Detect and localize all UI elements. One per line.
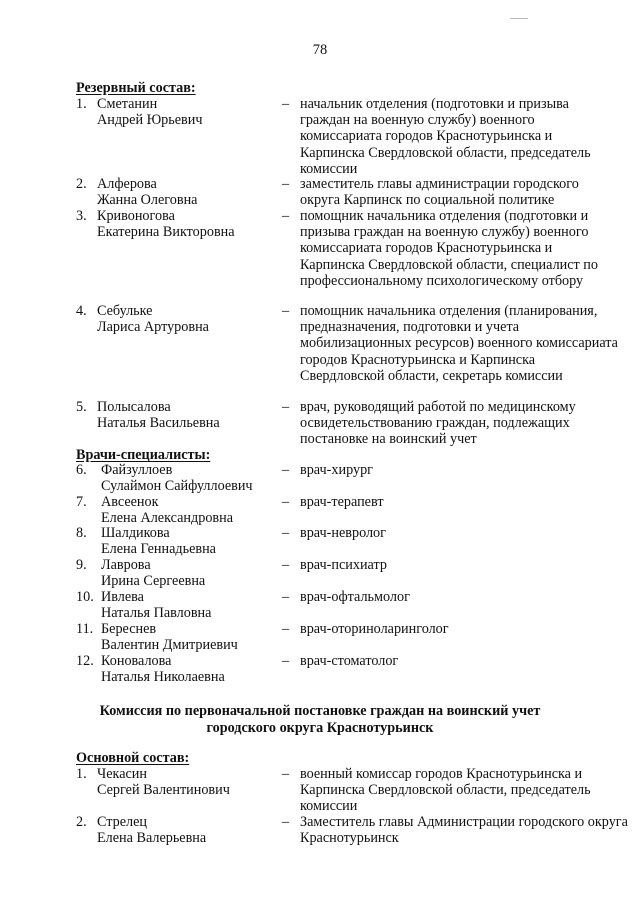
member-role: врач-хирург <box>300 462 373 478</box>
member-role: помощник начальника отделения (планирования, предназначения, подготовки и учета мобилизационных ресурсов) военного комиссариата городов Краснотурьинска и Карпинска Свердловской области, секретарь комиссии <box>300 303 618 384</box>
member-name: Сметанин Андрей Юрьевич <box>97 96 203 129</box>
member-name: Файзуллоев Сулаймон Сайфуллоевич <box>101 462 253 495</box>
member-name: Чекасин Сергей Валентинович <box>97 766 230 799</box>
member-role: врач-оториноларинголог <box>300 621 449 637</box>
member-number: 8. <box>76 525 87 541</box>
dash: – <box>282 399 290 415</box>
dash: – <box>282 303 290 319</box>
dash: – <box>282 766 290 782</box>
member-number: 11. <box>76 621 94 637</box>
member-role: начальник отделения (подготовки и призыва граждан на военную службу) военного комиссариата городов Краснотурьинска и Карпинска Свердловской области, председатель комиссии <box>300 96 591 177</box>
member-number: 2. <box>76 176 87 192</box>
member-name: Шалдикова Елена Геннадьевна <box>101 525 216 558</box>
dash: – <box>282 208 290 224</box>
dash: – <box>282 557 290 573</box>
member-role: Заместитель главы Администрации городского округа Краснотурьинск <box>300 814 628 847</box>
member-role: помощник начальника отделения (подготовки и призыва граждан на военную службу) военного комиссариата городов Краснотурьинска и Карпинска Свердловской области, специалист по профессиональному психологическому отбору <box>300 208 598 289</box>
member-name: Алферова Жанна Олеговна <box>97 176 198 209</box>
member-name: Стрелец Елена Валерьевна <box>97 814 207 847</box>
member-number: 1. <box>76 96 87 112</box>
dash: – <box>282 525 290 541</box>
member-name: Коновалова Наталья Николаевна <box>101 653 225 686</box>
member-number: 3. <box>76 208 87 224</box>
commission-title <box>0 703 640 736</box>
member-role: врач-офтальмолог <box>300 589 410 605</box>
dash: – <box>282 621 290 637</box>
member-role: заместитель главы администрации городского округа Карпинск по социальной политике <box>300 176 579 209</box>
member-number: 12. <box>76 653 94 669</box>
dash: – <box>282 96 290 112</box>
member-name: Береснев Валентин Дмитриевич <box>101 621 238 654</box>
member-name: Себульке Лариса Артуровна <box>97 303 209 336</box>
dash: – <box>282 494 290 510</box>
member-number: 7. <box>76 494 87 510</box>
member-role: врач, руководящий работой по медицинскому освидетельствованию граждан, подлежащих постановке на воинский учет <box>300 399 576 448</box>
commission-title-line2: городского округа Краснотурьинск <box>206 719 434 736</box>
member-name: Полысалова Наталья Васильевна <box>97 399 220 432</box>
member-number: 9. <box>76 557 87 573</box>
member-number: 1. <box>76 766 87 782</box>
dash: – <box>282 653 290 669</box>
scan-artifact <box>510 18 528 19</box>
member-number: 5. <box>76 399 87 415</box>
commission-title-line1: Комиссия по первоначальной постановке граждан на воинский учет <box>99 703 541 719</box>
member-role: врач-стоматолог <box>300 653 399 669</box>
main-heading: Основной состав: <box>76 750 190 766</box>
dash: – <box>282 462 290 478</box>
reserve-heading: Резервный состав: <box>76 80 196 96</box>
member-role: врач-невролог <box>300 525 386 541</box>
member-number: 2. <box>76 814 87 830</box>
member-role: врач-психиатр <box>300 557 387 573</box>
specialists-heading: Врачи-специалисты: <box>76 447 211 463</box>
member-number: 4. <box>76 303 87 319</box>
dash: – <box>282 176 290 192</box>
member-role: врач-терапевт <box>300 494 384 510</box>
member-number: 10. <box>76 589 94 605</box>
member-name: Ивлева Наталья Павловна <box>101 589 212 622</box>
dash: – <box>282 589 290 605</box>
dash: – <box>282 814 290 830</box>
member-name: Авсеенок Елена Александровна <box>101 494 233 527</box>
member-number: 6. <box>76 462 87 478</box>
member-name: Кривоногова Екатерина Викторовна <box>97 208 235 241</box>
member-role: военный комиссар городов Краснотурьинска и Карпинска Свердловской области, председатель комиссии <box>300 766 591 815</box>
page-number: 78 <box>312 42 328 58</box>
member-name: Лаврова Ирина Сергеевна <box>101 557 206 590</box>
